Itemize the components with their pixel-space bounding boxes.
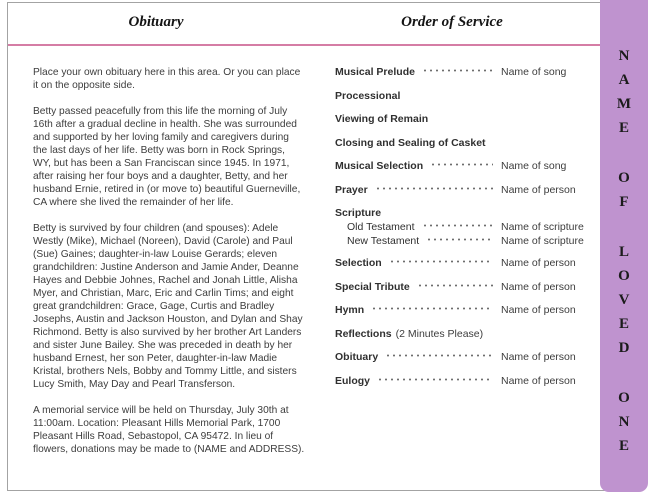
- order-item-new-testament: [335, 235, 587, 248]
- obituary-section: [33, 66, 305, 469]
- dot-leader: [371, 304, 493, 313]
- order-item-label: Processional: [335, 89, 401, 102]
- order-item-label: Old Testament: [347, 221, 415, 233]
- order-item-label: Prayer: [335, 183, 368, 196]
- order-item-hymn: [335, 304, 587, 317]
- order-item-label: Obituary: [335, 351, 379, 363]
- order-item-label: New Testament: [347, 235, 420, 247]
- order-item-note: (2 Minutes Please): [395, 327, 484, 340]
- dot-leader: [422, 221, 493, 230]
- dot-leader: [389, 257, 493, 266]
- order-item-value: Name of person: [501, 374, 576, 387]
- order-item-value: Name of person: [501, 280, 576, 293]
- obituary-paragraph-placeholder: Place your own obituary here in this area. Or you can place it on the opposite side.: [33, 67, 301, 91]
- header-divider-line: [8, 44, 600, 46]
- dot-leader: [385, 351, 493, 360]
- order-item-label: Scripture: [335, 207, 382, 219]
- order-item-special-tribute: [335, 281, 587, 294]
- order-item-viewing-of-remain: [335, 113, 587, 126]
- order-item-value: Name of person: [501, 304, 576, 316]
- header-row: [8, 14, 600, 31]
- order-item-reflections: [335, 328, 587, 341]
- sidebar-word: N A M E: [616, 48, 632, 136]
- order-of-service-section: [335, 66, 587, 398]
- dot-leader: [375, 184, 493, 193]
- order-item-value: Name of song: [501, 66, 567, 78]
- obituary-paragraph-survivors: Betty is survived by four children (and spouses): Adele Westly (Mike), Michael (Noreen), David (Carole) and Paul (Sue) Gaines; daughter-in-law Louise Gerards; eleven grandchildren: Justine Anderson and Jamie Ander, Deanne Hayes and Debbie Johnes, Rachel and Jonah Little, Alisha Myer, and Christian, Marc, Eric and Carlin Tims; and eight great grandchildren: Grace, Gage, Curtis and Bradley Josephs, Austin and Jackson Houston, and Dylan and Shay Richmond. Betty is also survived by her brother Art Landers and sister June Bailey. She was preceded in death by her husband Ernest, her son Peter, daughter-in-law Madie Kristal, brothers Nels, Bobby and Tommy Little, and sisters Lucy Smith, May Day and Pearl Transferson.: [33, 223, 303, 390]
- dot-leader: [417, 281, 493, 290]
- order-item-selection: [335, 257, 587, 270]
- order-item-obituary: [335, 351, 587, 364]
- order-item-label: Musical Prelude: [335, 66, 415, 78]
- order-item-value: Name of person: [501, 183, 576, 196]
- order-item-old-testament: [335, 221, 587, 234]
- order-item-musical-prelude: [335, 66, 587, 79]
- order-item-eulogy: [335, 375, 587, 388]
- order-item-label: Musical Selection: [335, 160, 424, 172]
- order-item-value: Name of scripture: [501, 235, 584, 247]
- obituary-header: Obituary: [128, 14, 184, 30]
- order-item-value: Name of person: [501, 257, 576, 269]
- sidebar-word: L O V E D: [618, 244, 630, 356]
- order-item-value: Name of song: [501, 160, 567, 172]
- order-item-label: Selection: [335, 257, 382, 269]
- sidebar-word: O F: [618, 170, 630, 210]
- order-item-prayer: [335, 184, 587, 197]
- order-item-closing-and-sealing: [335, 137, 587, 150]
- order-item-value: Name of person: [501, 351, 576, 363]
- order-item-musical-selection: [335, 160, 587, 173]
- dot-leader: [426, 235, 493, 244]
- dot-leader: [430, 160, 493, 169]
- order-item-label: Hymn: [335, 304, 365, 316]
- order-item-label: Viewing of Remain: [335, 113, 429, 125]
- order-item-label: Special Tribute: [335, 280, 410, 293]
- dot-leader: [422, 66, 493, 75]
- order-item-value: Name of scripture: [501, 221, 584, 233]
- sidebar-word: O N E: [618, 390, 630, 454]
- obituary-paragraph-service-info: A memorial service will be held on Thursday, July 30th at 11:00am. Location: Pleasant Hills Memorial Park, 1700 Pleasant Hills Road, Sebastopol, CA 95472. In lieu of flowers, donations may be made to (NAME and ADDRESS).: [33, 405, 305, 455]
- order-item-label: Eulogy: [335, 374, 371, 387]
- dot-leader: [377, 375, 493, 384]
- name-of-loved-one-sidebar: [600, 0, 648, 492]
- order-item-label: Closing and Sealing of Casket: [335, 136, 486, 149]
- order-item-label: Reflections: [335, 327, 392, 340]
- order-item-processional: [335, 90, 587, 103]
- order-item-scripture: [335, 207, 587, 220]
- order-of-service-header: Order of Service: [401, 14, 503, 30]
- obituary-paragraph-life: Betty passed peacefully from this life the morning of July 16th after a gradual decline in health. She was surrounded and supported by her loving family and caregivers during the last days of her life. Betty was born in Rock Springs, WY, but has been a San Franciscan since 1945. In 1971, after raising her four boys and a daughter, Betty, and her husband Ernie, retired in (or move to) beautiful Guerneville, CA where she lived the remainder of her life.: [33, 106, 301, 208]
